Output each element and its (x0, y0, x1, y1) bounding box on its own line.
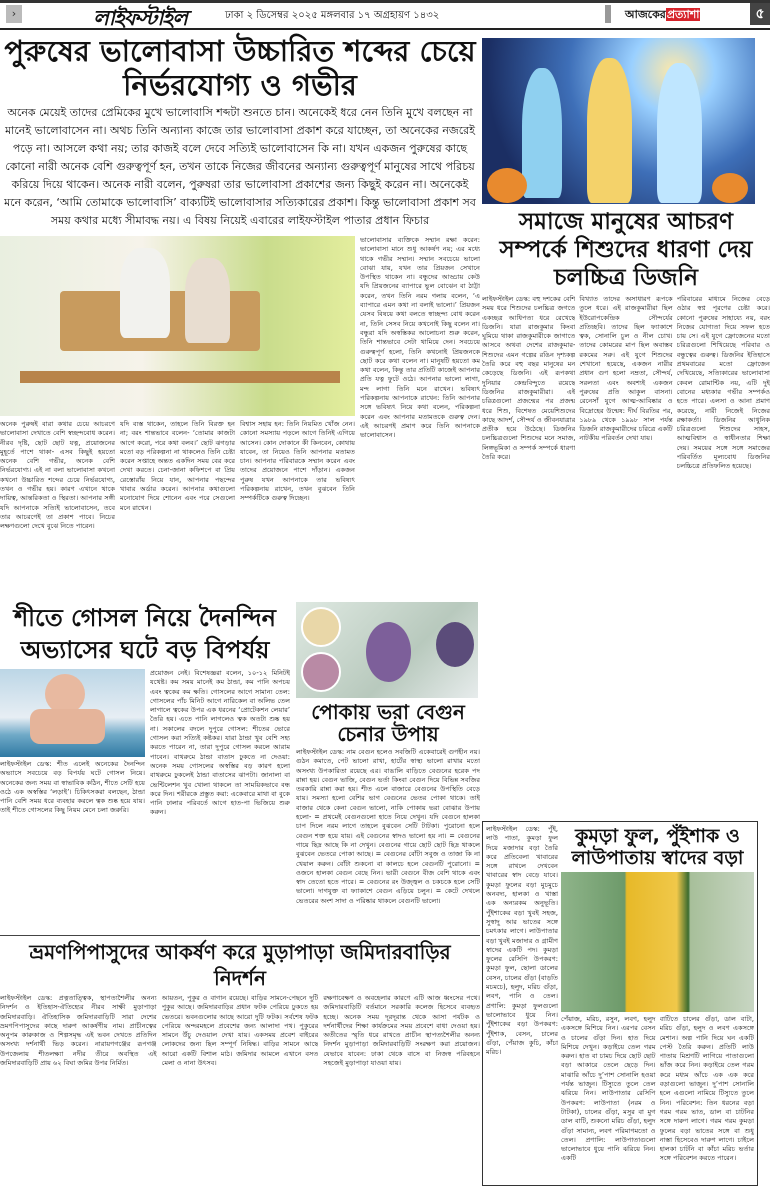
brinjal-photo (296, 602, 478, 698)
winter-column-1: লাইফস্টাইল ডেস্ক: শীত এলেই অনেকের দৈনন্দিন অভ্যাসে সবচেয়ে বড় বিপর্যয় ঘটে গোসল নিয়ে। অনেকের জন্য সময় বা স্বাভাবিক কঠিন, শীতে সেটি হয়ে ওঠে এক অস্বস্তির ‘লড়াই’। চিকিৎসকরা বলছেন, ঠান্ডা পানি বেশি সময় ধরে ব্যবহার করলে ত্বক শুষ্ক হয়ে যায়। তাই শীতে গোসলের কিছু নিয়ম মেনে চলা জরুরি। (0, 760, 145, 815)
lead-article (0, 236, 480, 596)
pumpkin-column-1: লাইফস্টাইল ডেস্ক: পুঁই, লাউ পাতা, কুমড়া ফুল দিয়ে মজাদার বড়া তৈরি করে প্রতিবেলা খাবারের সঙ্গে রাখলে দেখবেন খাবারের স্বাদ বেড়ে যাবে। কুমড়া ফুলের বড়া মুচমুচে অনবদ্য, হালকা ও খাস্তা এক অন্যরকম অনুভূতি। পুঁইশাকের বড়া খুবই সহজ, সুস্বাদু আর ভাতের সঙ্গে চমৎকার লাগে। লাউপাতার বড়া খুবই মজাদার ও গ্রামীণ স্বাদের একটি পদ। কুমড়া ফুলের রেসিপি উপকরণ: কুমড়া ফুল, ছোলা ডালের বেসন, চালের গুঁড়া (বাড়তি মচমচে), হলুদ, মরিচ গুঁড়া, লবণ, পানি ও তেল। প্রণালি: কুমড়া ফুলগুলো ভালোভাবে ধুয়ে নিন। পুঁইশাকের বড়া উপকরণ: পুঁইশাক, বেসন, চালের গুঁড়া, পেঁয়াজ কুচি, কাঁচা মরিচ। (486, 825, 558, 1057)
disney-article (482, 295, 770, 815)
arrow-icon: › (6, 5, 22, 23)
winter-article (0, 602, 290, 932)
winter-headline: শীতে গোসল নিয়ে দৈনন্দিন অভ্যাসের ঘটে বড় বিপর্যয় (13, 604, 276, 664)
zamindar-article (0, 994, 480, 1189)
lead-column-2: যদি ব্যস্ত থাকেন, তাহলে তিনি বিরক্ত হন না; বরং শান্তভাবে বলেন- ‘তোমার কাজটা আগে করো, পরে কথা বলব।’ ছোট ঝগড়ার মতো বড় পরিকল্পনা না থাকলেও তিনি চেষ্টা করেন সপ্তাহে অন্তত একদিন সময় বের করে দেখা করতে। চেনা-জানা কফিশপে বা প্রিয় রেস্তোরাঁয় নিয়ে যান, আপনার পছন্দের খাবার অর্ডার করেন। আপনার কথাগুলো মনোযোগ দিয়ে শোনেন এবং পরে সেগুলো মনে রাখেন। (120, 420, 235, 512)
divider (605, 5, 611, 23)
dateline: ঢাকা ২ ডিসেম্বর ২০২৫ মঙ্গলবার ১৭ অগ্রহায়ণ ১৪৩২ (225, 10, 440, 21)
disney-headline: সমাজে মানুষের আচরণ সম্পর্কে শিশুদের ধারণা দেয় চলচ্চিত্র ডিজনি (499, 209, 753, 291)
section-logo: লাইফস্টাইল (93, 6, 187, 30)
right-column (482, 38, 770, 1186)
brinjal-body: লাইফস্টাইল ডেস্ক: নাম বেগুন হলেও সবজিটি একেবারেই গুণহীন নয়। গুঠন কমাতে, পেট ভালো রাখা, হার্টের স্বাস্থ্য ভালো রাখার মতো অসংখ্য উপকারিতা রয়েছে এর। বাঙালি বাড়িতে বেগুনের হরেক পদ রান্না হয়। বেগুন ভাজি, বেগুন ভর্তা কিংবা বেগুন দিয়ে বিভিন্ন সবজির তরকারি রান্না করা হয়। শীত এলে বাজারে বেগুনের উপস্থিতি বেড়ে যায়। সমস্যা হলো বেশির ভাগ বেগুনের ভেতর পোকা থাকে। তাই বাজার থেকে কেনা বেগুন ভালো, নাকি পোকায় ভরা বোঝার উপায় হলো- = প্রথমেই বেগুনগুলো হাতে নিয়ে দেখুন। যদি বেগুনে হালকা চাপ দিলে নরম লাগে তাহলে বুঝবেন সেটি টাটকা। পুরোনো হলে বেগুন শক্ত হয়ে যায়। এই বেগুনের স্বাদও ভালো হয় না। = বেগুনের গায়ে ছিদ্র আছে কি না দেখুন। বেগুনের গায়ে ছোট ছোট ছিদ্র থাকলে বুঝবেন ভেতরে পোকা আছে। = বেগুনের বোঁটা সবুজ ও তাজা কি না খেয়াল করুন। বোঁটা শুকনো বা কালচে হলে বেগুনটি পুরোনো। = ওজনে হালকা বেগুন বেছে নিন। ভারী বেগুনে বীজ বেশি থাকে এবং স্বাদ তেতো হতে পারে। = বেগুনের রং উজ্জ্বল ও চকচকে হলে সেটি ভালো। দাগযুক্ত বা ফ্যাকাশে বেগুন এড়িয়ে চলুন। = কেটে দেখলে ভেতরের অংশ সাদা ও পরিষ্কার থাকলে বেগুনটি ভালো। (296, 748, 480, 905)
pumpkin-column-2: পেঁয়াজ, মরিচ, রসুন, লবণ, হলুদ একসঙ্গে মিশিয়ে নিন। এরপর বেসন ও চালের গুঁড়া দিন। হাত দিয়ে মিশিয়ে দেখুন। কড়াইয়ে তেল গরম করুন। হাত বা চামচ দিয়ে ছোট ছোট বড়া আকারে তেলে ছেড়ে দিন। মাঝারি আঁচে দু’পাশ সোনালি হওয়া পর্যন্ত ভাজুন। টিস্যুতে তুলে তেল ঝরিয়ে নিন। লাউপাতার রেসিপি উপকরণ: লাউপাতা (নরম ও টাটকা), চালের গুঁড়া, মসুর বা মুগ ডাল বাটি, শুকনো মরিচ গুঁড়া, হলুদ গুঁড়া সামান্য, লবণ পরিমাণমতো ও তেল। প্রণালি: লাউপাতাগুলো ভালোভাবে ধুয়ে পানি ঝরিয়ে নিন। একটি (561, 1015, 656, 1163)
brand-highlight: প্রত্যাশা (666, 8, 700, 21)
disney-column-3: পরিবারের মাধ্যমে নিজের বেড়ে ওঠার স্বপ্ন পূরণের চেষ্টা করে। কোনো পুরুষের সাহায্যে নয়, বরং নিজের যোগ্যতা দিয়ে সফল হতে চায় সে। এই যুগে ফ্রোজেনের মতো চরিত্রগুলো শিখিয়েছে পরিবার ও বন্ধুত্বের গুরুত্ব। ডিজনির ইতিহাসে প্রথমবারের মতো ফ্রোজেন দেখিয়েছে, সত্যিকারের ভালোবাসা কেবল রোমান্টিক নয়, এটি দুই বোনের মধ্যকার গভীর সম্পর্কও হতে পারে। এলসা ও আনা প্রমাণ করেছে, নারী নিজেই নিজের রক্ষাকর্তা। ডিজনির আধুনিক চরিত্রগুলো শিশুদের সাহস, আত্মবিশ্বাস ও স্বাধীনতার শিক্ষা দেয়। সময়ের সঙ্গে সঙ্গে সমাজের পরিবর্তিত মূল্যবোধ ডিজনির চলচ্চিত্রে প্রতিফলিত হয়েছে। (676, 295, 770, 471)
page-number: ৫ (750, 3, 770, 25)
zamindar-column-3: রক্ষণাবেক্ষণ ও অবহেলার কারণে এটি আজ ধ্বংসের পথে। জমিদারবাড়িটি বর্তমানে সরকারি কলেজ হিসেবে ব্যবহৃত হচ্ছে। অনেক সময় দূরদূরান্ত থেকে আসা পর্যটক ও দর্শনার্থীদের শিক্ষা কার্যক্রমের সময় প্রবেশে বাধা দেওয়া হয়। অতীতের স্মৃতি ধরে রাখতে প্রাচীন স্থাপত্যশৈলীর অনন্য নিদর্শন মুড়াপাড়া জমিদারবাড়িটি সংরক্ষণ করা প্রয়োজন। যেভাবে যাবেন: ঢাকা থেকে বাসে বা নিজস্ব পরিবহনে সহজেই মুড়াপাড়া যাওয়া যায়। (323, 994, 481, 1068)
divider (0, 935, 480, 936)
zamindar-headline: ভ্রমণপিপাসুদের আকর্ষণ করে মুড়াপাড়া জমিদারবাড়ির নিদর্শন (29, 940, 451, 990)
disney-princesses-image (482, 38, 755, 204)
newspaper-brand (625, 6, 700, 25)
zamindar-column-2: আয়তন, পুকুর ও বাগান রয়েছে। বাড়ির সামনে-পেছনে দুটি পুকুর আছে। জমিদারবাড়ির প্রধান ফটক পেরিয়ে ঢুকতে হয় ভেতরে। ভবনগুলোর আছে আরো দুটি ফটক। সর্বশেষ ফটক পেরিয়ে অন্দরমহলে প্রবেশের জন্য আলাদা পথ। পুকুরের সামনে উঁচু দেওয়াল দেখা যায়। একসময় প্রবেশ বাইরের লোকদের জন্য ছিল সম্পূর্ণ নিষিদ্ধ। বাড়ির সামনে আছে আরো একটি বিশাল মাঠ। জমিদার আমলে এখানে বসত মেলা ও নানা উৎসব। (161, 994, 319, 1068)
brinjal-headline: পোকায় ভরা বেগুন চেনার উপায় (311, 700, 465, 746)
winter-column-2: প্রয়োজন নেই। বিশেষজ্ঞরা বলেন, ১০-১২ মিনিটই যথেষ্ট। কম সময় মানেই কম ঠান্ডা, কম পানি অপচয় এবং ত্বকের কম ক্ষতি। গোসলের আগে সামান্য তেল: গোসলের পাঁচ মিনিট আগে নারিকেল বা অলিভ তেল লাগালে ত্বকের উপর এক ধরনের ‘প্রোটেকশন লেয়ার’ তৈরি হয়। এতে পানি লাগলেও ত্বক অতটা শুষ্ক হয় না। সকালের বদলে দুপুরে গোসল: শীতের ভোরে গোসল করা সত্যিই কষ্টকর। যারা ঠান্ডা খুব বেশি সহ্য করতে পারেন না, তারা দুপুরে গোসল করলে আরাম পাবেন। বাথরুমে ঠান্ডা বাতাস ঢুকতে না দেওয়া: অনেক সময় গোসলের অস্বস্তির বড় কারণ হলো বাথরুমে ঢুকলেই ঠান্ডা বাতাসের ঝাপটা। জানালা বা ভেন্টিলেশন খুব খোলা থাকলে তা সাময়িকভাবে বন্ধ করে দিন। শরীরকে প্রস্তুত করা: একেবারে মাথা বা বুকে পানি ঢালার পরিবর্তে আগে হাত-পা ভিজিয়ে শুরু করুন। (150, 669, 290, 817)
lead-column-4: ভালোবাসার ব্যক্তিকে সম্মান রক্ষা করেন: ভালোবাসা মানে শুধু আকর্ষণ নয়; এর মধ্যে থাকে গভীর সম্মান। সম্মান সবচেয়ে ভালো বোঝা যায়, যখন তার প্রিয়জন সেখানে উপস্থিত থাকেন না। বন্ধুদের আড্ডায় কেউ যদি প্রিয়জনের ব্যাপারে ভুল বোঝেন বা ঠাট্টা করেন, তখন তিনি নরম গলায় বলেন, ‘এ ব্যাপারে এমন কথা না বলাই ভালো।’ প্রিয়জন যেসব বিষয়ে কথা বলতে স্বাচ্ছন্দ্য বোধ করেন না, তিনি সেসব নিয়ে কখনোই কিছু বলেন না। বন্ধুরা যদি অস্বস্তিকর আলোচনা শুরু করেন, তিনি শান্তভাবে সেটা থামিয়ে দেন। সবচেয়ে গুরুত্বপূর্ণ হলো, তিনি কখনোই প্রিয়জনকে ছোট করে কথা বলেন না। মানুষটি হয়তো কম কথা বলেন, কিন্তু তার প্রতিটি কাজেই আপনার প্রতি যত্ন ফুটে ওঠে। আপনার ভালো লাগা, মন্দ লাগা তিনি মনে রাখেন। ভবিষ্যৎ পরিকল্পনায় আপনাকে রাখেন: তিনি আপনার সঙ্গে ভবিষ্যৎ নিয়ে কথা বলেন, পরিকল্পনা করেন এবং আপনার মতামতকে গুরুত্ব দেন। এই আচরণই প্রমাণ করে তিনি আপনাকে ভালোবাসেন। (360, 236, 480, 440)
disney-column-2: বিখ্যাত তাদের অসাধারণ রূপকে তুলে ধরে। এই রাজকুমারীরা ছিল ইউরোপকেন্দ্রিক সৌন্দর্যের প্রতিচ্ছবি। তাদের ছিল ফ্যাকাশে ত্বক, সোনালি চুল ও নীল চোখ। তাদের কোমরের মাপ ছিল অবাস্তব রকমের সরু। এই যুগে শিশুদের শেখানো হয়েছে, একজন নারীর প্রধান গুণ হলো নম্রতা, সৌন্দর্য, সরলতা এবং অবশ্যই একজন পুরুষের প্রতি আকুল বাসনা। রেনেসাঁ যুগে আত্ম-আবিষ্কার ও বিদ্রোহের উন্মেষ: দীর্ঘ বিরতির পর, ১৯৮৯ থেকে ১৯৯৮ সাল পর্যন্ত ডিজনি রাজকুমারীদের চরিত্রে একটি নাটকীয় পরিবর্তন দেখা যায়। (579, 295, 673, 443)
pumpkin-headline: কুমড়া ফুল, পুঁইশাক ও লাউপাতায় স্বাদের বড়া (571, 825, 744, 869)
left-column (0, 34, 480, 1189)
disney-column-1: লাইফস্টাইল ডেস্ক: বহু দশকের বেশি সময় ধরে শিশুদের চলচ্চিত্র জগতে একচ্ছত্র আধিপত্য ধরে রেখেছে ডিজনি। যারা রাজকুমার কিংবা ঘুমিয়ে থাকা রাজকুমারীকে জাগাতে আসবে অথবা দেশের রাজকুমার- শিশুদের এমন গল্পের রঙিন দৃশ্যকল্প তৈরি করে বহু বছর মানুষের মন কেড়েছে ডিজনি। এই রূপকথা দুনিয়ার কেন্দ্রবিন্দুতে রয়েছে ডিজনির রাজকুমারীরা। এই চরিত্রগুলো প্রজন্মের পর প্রজন্ম ধরে শিশু, বিশেষত মেয়েশিশুদের কাছে আদর্শ, সৌন্দর্য ও জীবনযাত্রার প্রতীক হয়ে উঠেছে। ডিজনির চলচ্চিত্রগুলো শিশুদের মনে সমাজ, লিঙ্গভূমিকা ও সম্পর্ক সম্পর্কে ধারণা তৈরি করে। (482, 295, 576, 462)
winter-bath-photo (0, 669, 145, 757)
brand-prefix: আজকের (625, 8, 666, 21)
recipe-box (482, 821, 758, 1186)
zamindar-column-1: লাইফস্টাইল ডেস্ক: প্রত্নতাত্ত্বিক, স্থাপত্যশৈলীর অনন্য নিদর্শন ও ইতিহাস-ঐতিহ্যের নীরব সাক্ষী মুড়াপাড়া জমিদারবাড়ি। ঐতিহাসিক জমিদারবাড়িটি সারা দেশের ভ্রমণপিপাসুদের কাছে দারুণ আকর্ষণীয় নাম। প্রাচীনত্বের অনুপম কারুকাজ ও শিল্পসমৃদ্ধ এই ভবন দেখতে প্রতিদিন অসংখ্য দর্শনার্থী ভিড় করেন। নারায়ণগঞ্জের রূপগঞ্জ উপজেলায় শীতলক্ষ্যা নদীর তীরে অবস্থিত এই জমিদারবাড়িটি প্রায় ৬২ বিঘা জমির উপর নির্মিত। (0, 994, 157, 1068)
pumpkin-flower-photo (561, 872, 754, 1012)
pumpkin-column-3: বাটিতে চালের গুঁড়া, ডাল বাটা, মরিচ গুঁড়া, হলুদ ও লবণ একসঙ্গে মেশান। অল্প পানি দিয়ে ঘন একটি পেস্ট তৈরি করুন। প্রতিটি লাউ পাতায় মিশ্রণটি লাগিয়ে পাতাগুলো ভাঁজ করে নিন। কড়াইয়ে তেল গরম করে মধ্যম আঁচে এক এক করে বড়াগুলো ভাজুন। দু’পাশ সোনালি হলে এগুলো নামিয়ে টিস্যুতে তুলে নিন। পরিবেশন: তিন ধরনের বড়া গরম গরম ভাত, ডাল বা চাটনির সঙ্গে দারুণ লাগে। গরম গরম কুমড়া ফুলের বড়া ভাতের সঙ্গে বা শুধু নাস্তা হিসেবেও দারুণ লাগে। চাইলে হালকা চাটনি বা কাঁচা মরিচ ভর্তার সঙ্গে পরিবেশন করতে পারেন। (659, 1015, 754, 1163)
lead-column-1: অনেক পুরুষই বারা কথার চেয়ে আচরণে ভালোবাসা দেখাতে বেশি স্বচ্ছন্দবোধ করেন। নীরব দৃষ্টি, ছোট ছোট যত্ন, প্রয়োজনের মুহূর্তে পাশে থাকা- এসব কিছুই হয়তো অনেক বেশি গভীর, অনেক বেশি নির্ভরযোগ্য। এই না বলা ভালোবাসা কখনো কখনো উচ্চারিত শব্দের চেয়ে নির্ভরযোগ্য, তখন ও গভীর হয়। কারণ এখানে থাকে দায়িত্ব, আন্তরিকতা ও স্থিরতা। আপনার সঙ্গী যদি আপনাকে সত্যিই ভালোবাসেন, তবে তার আচরণেই তা প্রকাশ পাবে। নিচের লক্ষণগুলো দেখে বুঝে নিতে পারেন। (0, 420, 115, 531)
lead-headline: পুরুষের ভালোবাসা উচ্চারিত শব্দের চেয়ে নির্ভরযোগ্য ও গভীর (4, 34, 476, 102)
lead-column-3: বিশ্বাস সহায় হন: তিনি নিয়মিত খোঁজ নেন। কোনো সমস্যায় পড়লে আগে তিনিই এগিয়ে আসেন। কোন দোকানে কী কিনবেন, কোথায় যাবেন, তা নিয়েও তিনি আপনার মতামত চান। আপনার পরিবারকে সম্মান করেন এবং তাদের প্রয়োজনে পাশে দাঁড়ান। একজন পুরুষ যখন আপনাকে তার ভবিষ্যৎ পরিকল্পনায় রাখেন, তখন বুঝবেন তিনি সম্পর্কটিকে গুরুত্ব দিচ্ছেন। (240, 420, 355, 503)
lead-intro: অনেক মেয়েই তাদের প্রেমিকের মুখে ভালোবাসি শব্দটা শুনতে চান। অনেকেই ধরে নেন তিনি মুখে বলছেন না মানেই ভালোবাসেন না। অথচ তিনি অন্যান্য কাজে তার ভালোবাসা প্রকাশ করে যাচ্ছেন, তা অনেকের নজরেই পড়ে না। আসলে কথা নয়; তার কাজই বলে দেবে সত্যিই ভালোবাসেন কি না। যখন একজন পুরুষের কাছে কোনো নারী অনেক বেশি গুরুত্বপূর্ণ হন, তখন তাকে নিজের জীবনের অন্যান্য গুরুত্বপূর্ণ মানুষের সাথে পরিচয় করিয়ে দিয়ে থাকেন। অনেক নারী বলেন, পুরুষরা তার ভালোবাসা প্রকাশের জন্য কিছুই করেন না। অনেকেই মনে করেন, ‘আমি তোমাকে ভালোবাসি’ বাক্যটিই ভালোবাসার সত্যিকারের প্রকাশ। কিন্তু ভালোবাসা প্রকাশ সব সময় কথার মধ্যে সীমাবদ্ধ নয়। এ বিষয় নিয়েই এবারের লাইফস্টাইল পাতার প্রধান ফিচার (4, 106, 476, 227)
middle-articles (0, 602, 480, 932)
couple-photo (0, 236, 355, 416)
brinjal-article (296, 602, 480, 932)
